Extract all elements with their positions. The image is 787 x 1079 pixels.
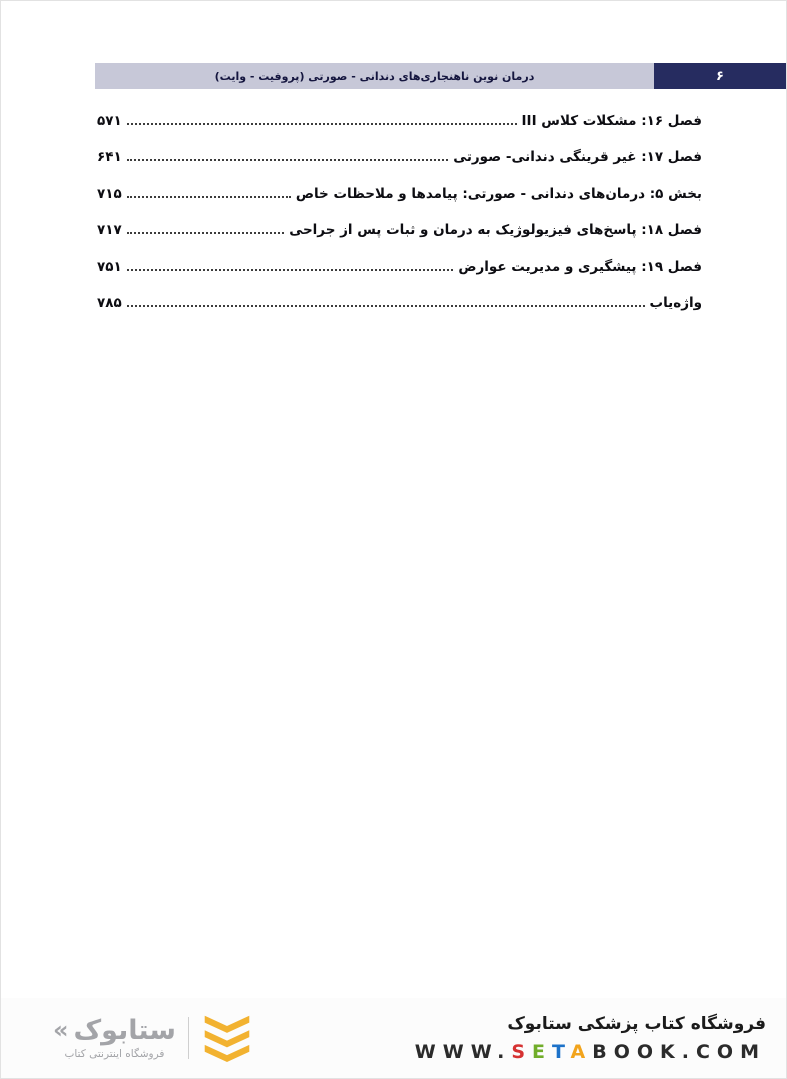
- store-name: فروشگاه کتاب پزشکی ستابوک: [507, 1013, 766, 1034]
- url-letter: O: [636, 1040, 661, 1063]
- toc-entry-page: ۷۱۷: [97, 222, 122, 238]
- url-letter: .: [497, 1040, 512, 1063]
- dotted-leader: [127, 232, 285, 234]
- toc-row: [97, 282, 702, 319]
- table-of-contents: [97, 99, 702, 318]
- logo-wordmark-row: [53, 1014, 176, 1046]
- toc-entry-title: فصل ۱۷: غیر قرینگی دندانی- صورتی: [453, 149, 702, 165]
- logo-wordmark: ستابوک: [73, 1014, 176, 1046]
- url-letter: W: [470, 1040, 498, 1063]
- url-letter: O: [613, 1040, 637, 1063]
- url-letter: O: [716, 1040, 741, 1063]
- toc-row: [97, 245, 702, 282]
- toc-entry-title: فصل ۱۹: پیشگیری و مدیریت عوارض: [458, 258, 702, 275]
- url-letter: K: [660, 1040, 682, 1063]
- toc-entry-title: فصل ۱۸: پاسخ‌های فیزیولوژیک به درمان و ثبات پس از جراحی: [289, 222, 702, 238]
- url-letter: .: [681, 1040, 696, 1063]
- website-url: [415, 1041, 766, 1063]
- publisher-footer: [1, 998, 786, 1078]
- dotted-leader: [127, 159, 448, 161]
- toc-entry-page: ۷۱۵: [97, 185, 122, 202]
- running-head-title: درمان نوین ناهنجاری‌های دندانی - صورتی (پروفیت - وایت): [214, 69, 535, 83]
- logo-divider: [188, 1017, 189, 1059]
- guillemet-mark: «: [53, 1016, 70, 1044]
- setabook-logo: [53, 1014, 253, 1062]
- footer-text-block: [415, 1014, 766, 1063]
- toc-entry-page: ۶۴۱: [97, 149, 122, 165]
- toc-entry-title: بخش ۵: درمان‌های دندانی - صورتی: پیامدها و ملاحظات خاص: [295, 185, 702, 202]
- toc-entry-page: ۵۷۱: [97, 112, 122, 129]
- toc-row: [97, 136, 702, 173]
- dotted-leader: [127, 305, 645, 307]
- url-letter: W: [414, 1040, 443, 1063]
- url-letter: W: [442, 1040, 471, 1063]
- dotted-leader: [127, 196, 291, 198]
- dotted-leader: [127, 123, 517, 125]
- dotted-leader: [127, 269, 454, 271]
- page-number-badge: [654, 63, 786, 89]
- toc-entry-page: ۷۸۵: [97, 295, 122, 311]
- page-header: [95, 63, 786, 89]
- url-letter: S: [511, 1040, 533, 1063]
- page-number: ۶: [716, 68, 724, 84]
- stacked-chevrons-icon: [201, 1014, 253, 1062]
- toc-entry-title: فصل ۱۶: مشکلات کلاس III: [521, 112, 702, 129]
- toc-row: [97, 172, 702, 209]
- toc-row: [97, 209, 702, 246]
- url-letter: B: [592, 1040, 614, 1063]
- url-letter: M: [740, 1040, 766, 1063]
- logo-text-block: [53, 1014, 176, 1060]
- url-letter: T: [552, 1040, 571, 1063]
- logo-tagline: فروشگاه اینترنتی کتاب: [64, 1047, 165, 1060]
- url-letter: C: [695, 1040, 717, 1063]
- toc-row: [97, 99, 702, 136]
- url-letter: E: [532, 1040, 552, 1063]
- toc-entry-title: واژه‌یاب: [649, 295, 702, 311]
- url-letter: A: [570, 1040, 593, 1063]
- toc-entry-page: ۷۵۱: [97, 258, 122, 275]
